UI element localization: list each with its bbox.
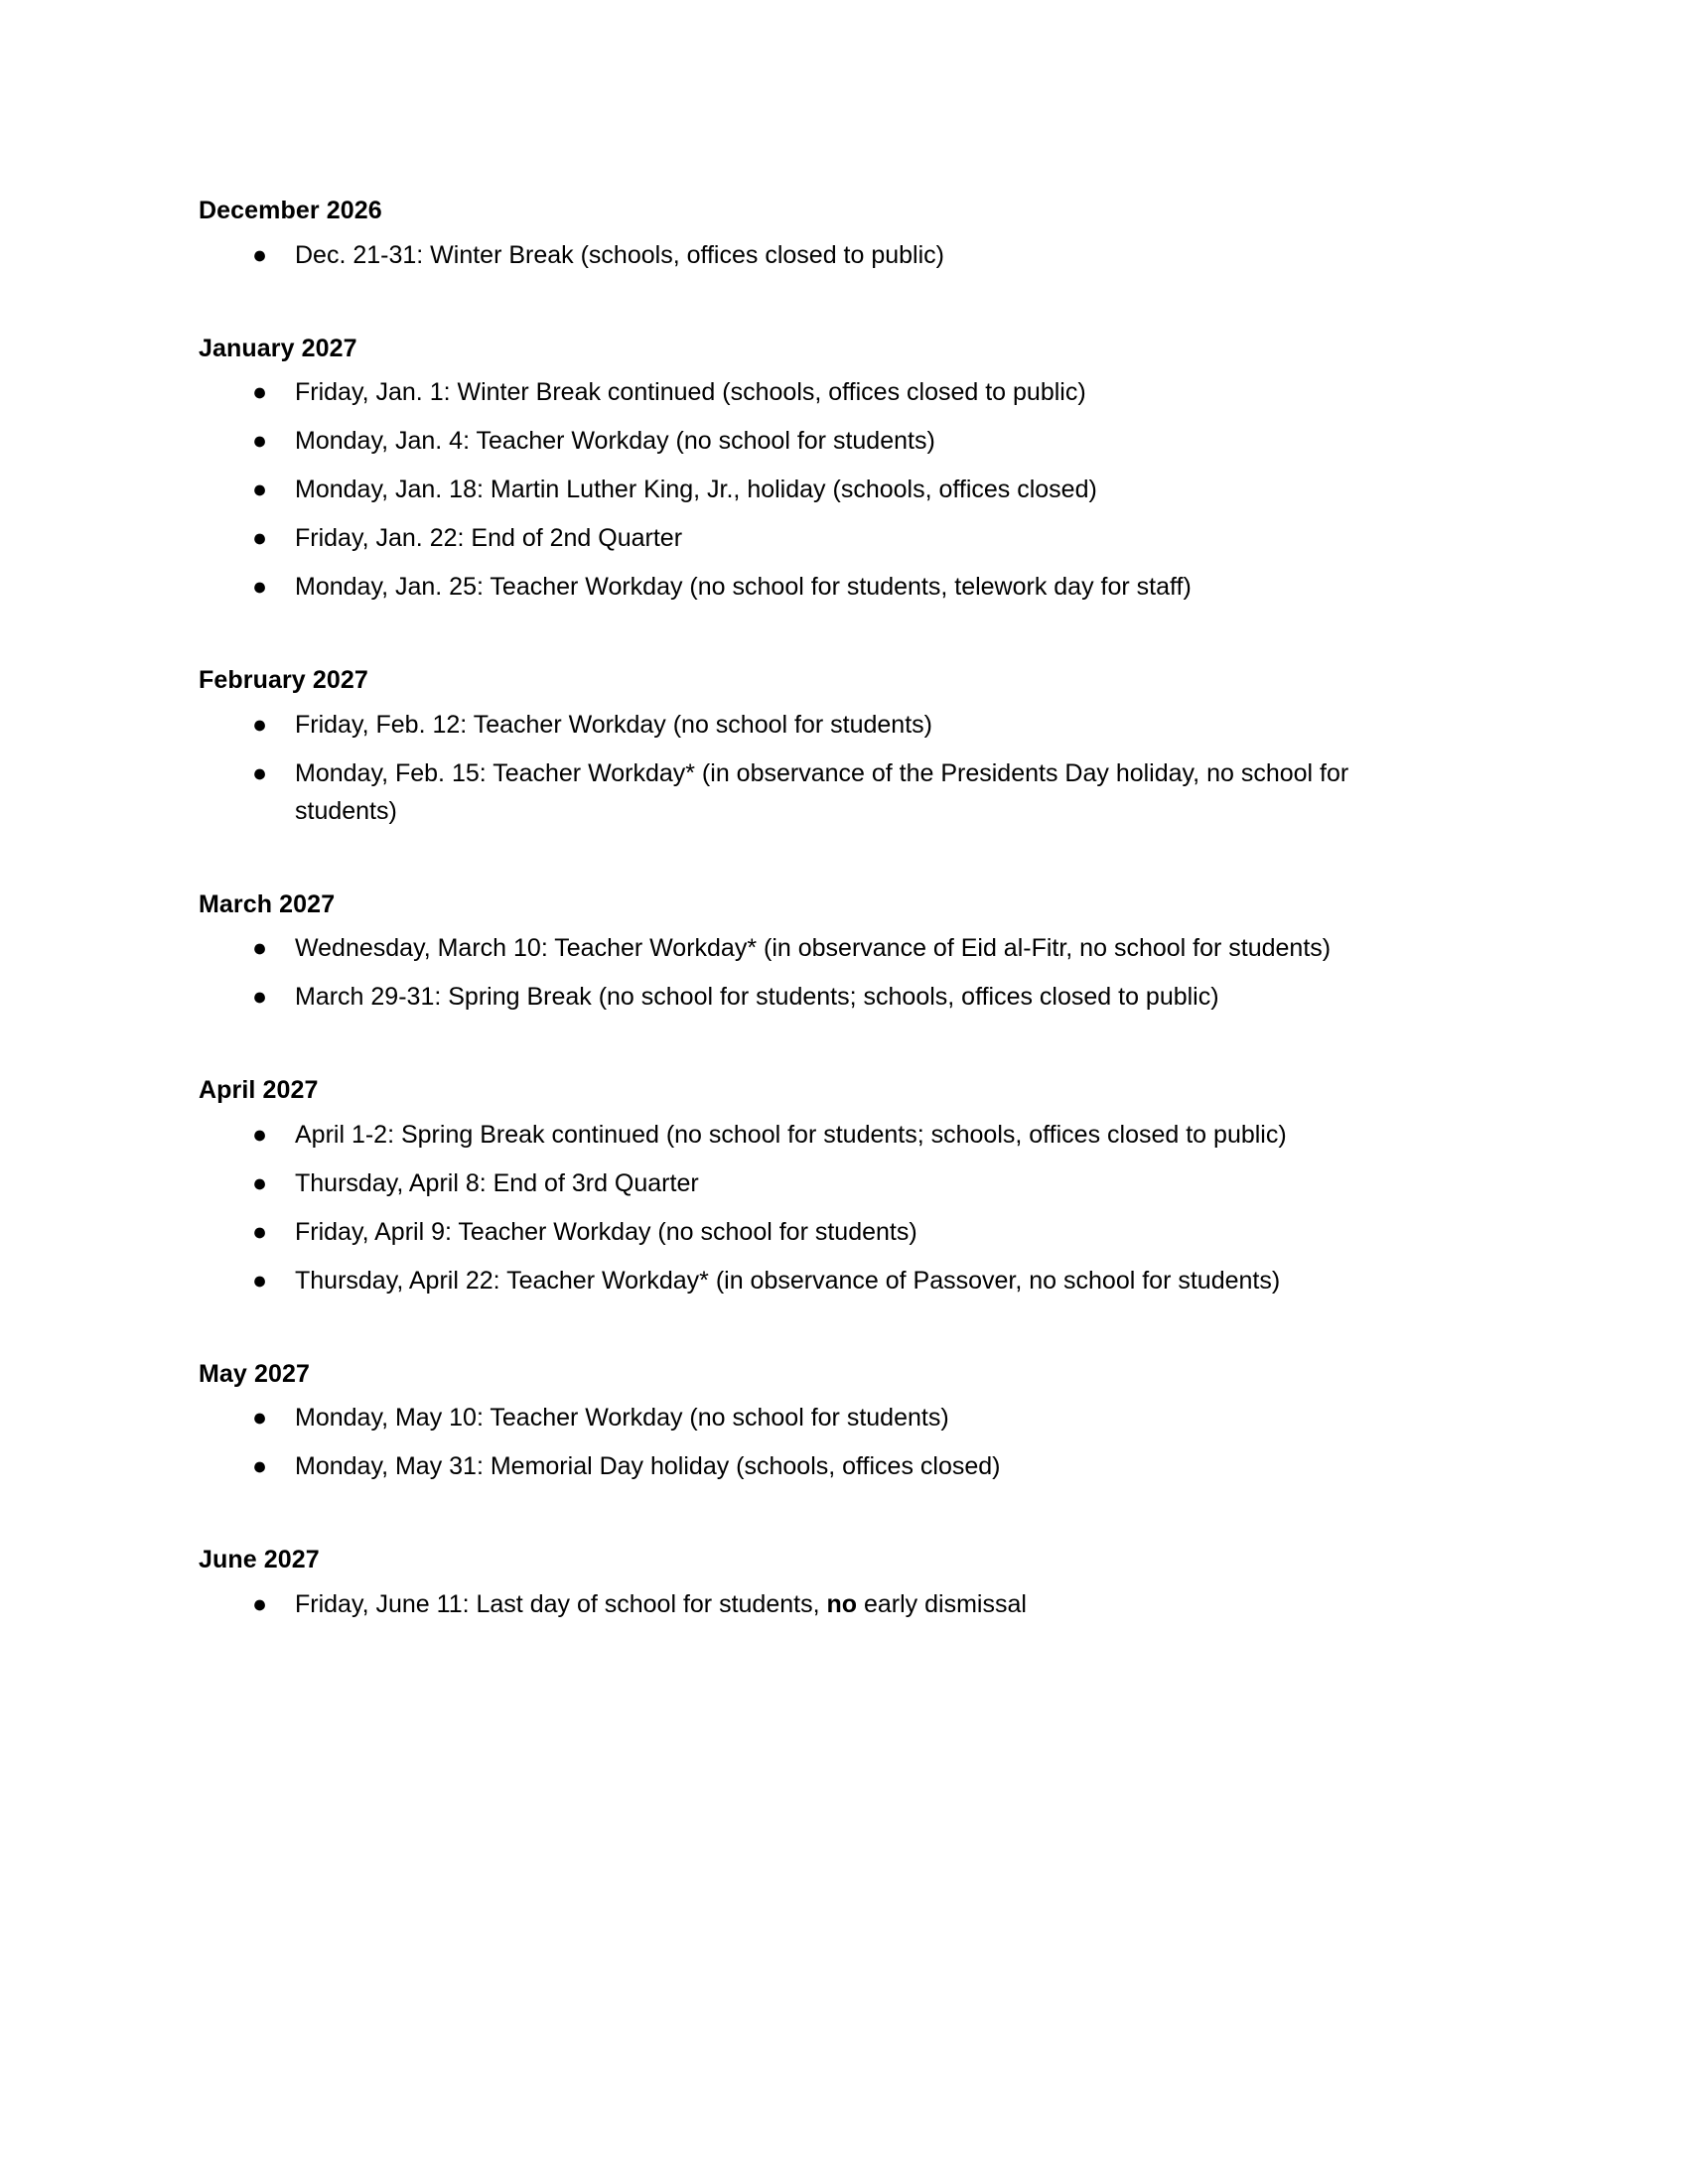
event-list <box>199 1399 1440 1485</box>
event-list-item <box>199 978 1440 1016</box>
event-text: Thursday, April 8: End of 3rd Quarter <box>295 1168 699 1197</box>
event-list-item <box>199 706 1440 744</box>
bullet-icon: ● <box>252 758 268 787</box>
event-text: Monday, Feb. 15: Teacher Workday* (in observance of the Presidents Day holiday, no school for students) <box>295 758 1349 825</box>
event-text: Monday, Jan. 18: Martin Luther King, Jr., holiday (schools, offices closed) <box>295 476 1097 503</box>
month-section <box>199 887 1440 1017</box>
event-list-item <box>199 471 1440 508</box>
event-text <box>295 1585 1440 1623</box>
event-text: Monday, May 10: Teacher Workday (no school for students) <box>295 1404 949 1432</box>
month-section <box>199 1073 1440 1299</box>
event-list <box>199 1116 1440 1299</box>
event-list-item <box>199 754 1440 830</box>
bullet-icon: ● <box>252 1120 268 1149</box>
bullet-icon: ● <box>252 427 268 455</box>
bullet-icon: ● <box>252 240 268 269</box>
event-text: Thursday, April 22: Teacher Workday* (in observance of Passover, no school for students) <box>295 1266 1281 1295</box>
event-text-emphasis: no <box>826 1589 858 1618</box>
event-text: Monday, May 31: Memorial Day holiday (schools, offices closed) <box>295 1452 1001 1480</box>
month-section <box>199 194 1440 274</box>
event-text-segment: early dismissal <box>857 1589 1027 1618</box>
bullet-icon: ● <box>252 573 268 601</box>
bullet-icon: ● <box>252 1452 268 1480</box>
bullet-icon: ● <box>252 1404 268 1432</box>
event-text: March 29-31: Spring Break (no school for students; schools, offices closed to public) <box>295 983 1219 1011</box>
event-text: Friday, Jan. 1: Winter Break continued (schools, offices closed to public) <box>295 378 1086 406</box>
event-list-item <box>199 929 1440 967</box>
month-heading: April 2027 <box>199 1076 319 1104</box>
event-list <box>199 706 1440 830</box>
event-text: April 1-2: Spring Break continued (no school for students; schools, offices closed to public) <box>295 1120 1287 1149</box>
month-heading: June 2027 <box>199 1546 320 1573</box>
event-text: Wednesday, March 10: Teacher Workday* (in observance of Eid al-Fitr, no school for students) <box>295 934 1332 962</box>
month-heading: February 2027 <box>199 666 368 694</box>
event-list-item <box>199 1164 1440 1202</box>
month-section <box>199 663 1440 830</box>
event-text: Friday, April 9: Teacher Workday (no school for students) <box>295 1217 917 1246</box>
bullet-icon: ● <box>252 983 268 1011</box>
event-list-item <box>199 422 1440 460</box>
event-list-item <box>199 1585 1440 1623</box>
month-heading: March 2027 <box>199 889 336 918</box>
event-text: Monday, Jan. 4: Teacher Workday (no school for students) <box>295 427 935 455</box>
event-list-item <box>199 568 1440 606</box>
event-list-item <box>199 1399 1440 1436</box>
bullet-icon: ● <box>252 1168 268 1197</box>
event-list <box>199 373 1440 606</box>
month-heading: May 2027 <box>199 1359 310 1388</box>
month-section <box>199 1357 1440 1486</box>
event-list <box>199 929 1440 1016</box>
event-list-item <box>199 1447 1440 1485</box>
event-list-item <box>199 236 1440 274</box>
event-list-item <box>199 1213 1440 1251</box>
event-list-item <box>199 1262 1440 1299</box>
month-heading: January 2027 <box>199 334 357 362</box>
event-text: Friday, Jan. 22: End of 2nd Quarter <box>295 524 683 552</box>
event-text-segment: Friday, June 11: Last day of school for students, <box>295 1589 827 1618</box>
event-list <box>199 236 1440 274</box>
bullet-icon: ● <box>252 378 268 406</box>
bullet-icon: ● <box>252 524 268 552</box>
bullet-icon: ● <box>252 934 268 962</box>
calendar-important-dates-body <box>199 194 1440 1623</box>
event-list-item <box>199 1116 1440 1154</box>
bullet-icon: ● <box>252 476 268 503</box>
event-text: Monday, Jan. 25: Teacher Workday (no school for students, telework day for staff) <box>295 573 1192 601</box>
bullet-icon: ● <box>252 710 268 739</box>
event-text: Dec. 21-31: Winter Break (schools, offices closed to public) <box>295 240 944 269</box>
event-text: Friday, Feb. 12: Teacher Workday (no school for students) <box>295 710 932 739</box>
bullet-icon: ● <box>252 1589 268 1618</box>
bullet-icon: ● <box>252 1217 268 1246</box>
event-list-item <box>199 519 1440 557</box>
event-list-item <box>199 373 1440 411</box>
bullet-icon: ● <box>252 1266 268 1295</box>
month-section <box>199 332 1440 607</box>
event-list <box>199 1585 1440 1623</box>
month-heading: December 2026 <box>199 197 382 224</box>
month-section <box>199 1543 1440 1623</box>
